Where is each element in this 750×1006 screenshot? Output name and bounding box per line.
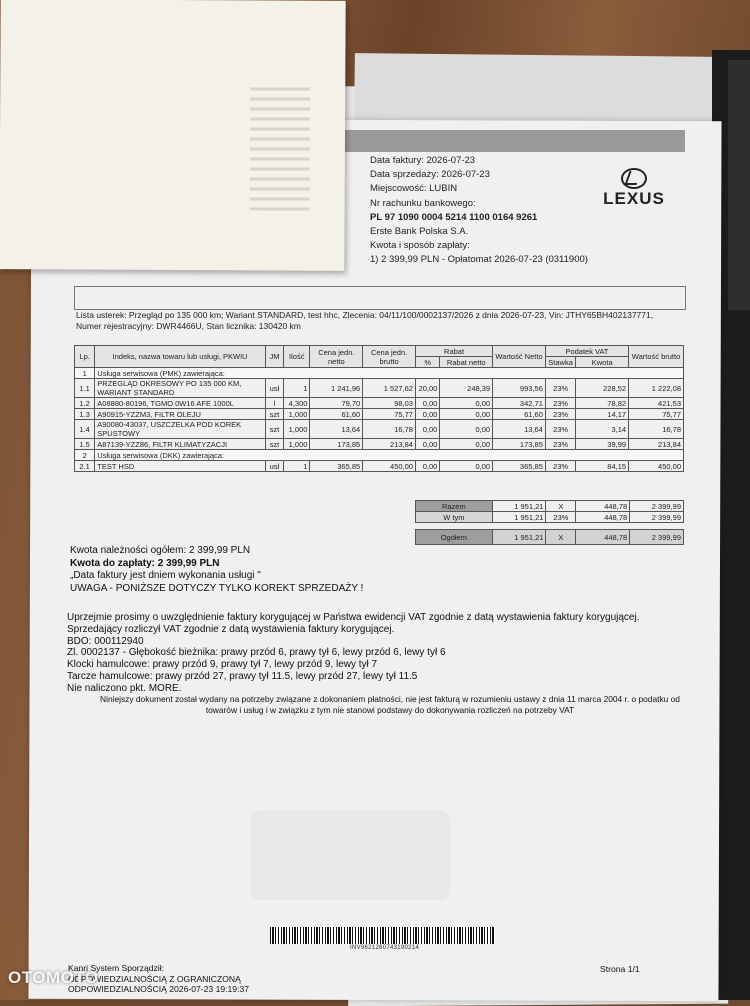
col-vat-rate: Stawka <box>545 357 575 368</box>
row-vat-amount: 39,99 <box>576 439 629 450</box>
items-table <box>74 345 684 472</box>
lexus-emblem-icon <box>621 168 647 189</box>
row-vat-rate: 23% <box>545 398 575 409</box>
row-unit: usł <box>265 461 283 472</box>
row-price-net: 173,85 <box>310 439 363 450</box>
row-vat-rate: 23% <box>545 439 575 450</box>
note-line: BDO: 000112940 <box>67 635 144 647</box>
row-price-gross: 213,84 <box>363 439 416 450</box>
summary-rate: X <box>546 530 576 545</box>
lexus-logo <box>588 168 680 210</box>
col-vat-amount: Kwota <box>576 357 629 368</box>
table-row <box>75 398 684 409</box>
row-name: A90915-YZZM3, FILTR OLEJU <box>95 409 266 420</box>
summary-rate: 23% <box>546 512 576 523</box>
defect-list-line-1: Lista usterek: Przegląd po 135 000 km; Wariant STANDARD, test hhc, Zlecenia: 04/11/100/0002137/2026 z dnia 2026-07-23, Vin: JTHY65BH402137771, <box>76 310 654 320</box>
row-vat-amount: 14,17 <box>576 409 629 420</box>
summary-vat: 448,78 <box>576 530 630 545</box>
account-number: PL 97 1090 0004 5214 1100 0164 9261 <box>370 211 538 223</box>
city: Miejscowość: LUBIN <box>370 183 458 195</box>
col-value-net: Wartość Netto <box>493 346 546 368</box>
row-section-name: Usługa serwisowa (DKK) zawierająca: <box>95 450 684 461</box>
row-qty: 1 <box>284 461 310 472</box>
row-discount-pct: 0,00 <box>415 439 439 450</box>
otomoto-watermark: OTOMOTO <box>8 968 99 987</box>
payment-value: 1) 2 399,99 PLN - Opłatomat 2026-07-23 (0311900) <box>370 254 588 266</box>
row-discount-pct: 0,00 <box>415 461 439 472</box>
row-lp: 1.3 <box>75 409 95 420</box>
summary-spacer <box>416 523 684 530</box>
row-price-net: 13,64 <box>310 420 363 439</box>
total-due: Kwota należności ogółem: 2 399,99 PLN <box>70 545 251 556</box>
row-name: PRZEGLĄD OKRESOWY PO 135 000 KM, WARIANT STANDARD <box>95 379 266 398</box>
row-value-net: 993,56 <box>493 379 546 398</box>
summary-gross: 2 399,99 <box>630 512 684 523</box>
note-line: Tarcze hamulcowe: prawy przód 27, prawy tył 11.5, lewy przód 27, lewy tył 11.5 <box>67 670 418 682</box>
buyer-box <box>74 286 686 310</box>
summary-gross: 2 399,99 <box>630 530 684 545</box>
correction-warning: UWAGA - PONIŻSZE DOTYCZY TYLKO KOREKT SPRZEDAŻY ! <box>70 582 364 594</box>
row-lp: 2 <box>75 450 95 461</box>
row-value-gross: 450,00 <box>629 461 684 472</box>
col-jm: JM <box>265 346 283 368</box>
row-name: A90080-43037, USZCZELKA POD KOREK SPUSTOWY <box>95 420 266 439</box>
row-qty: 4,300 <box>284 398 310 409</box>
row-qty: 1,000 <box>284 409 310 420</box>
col-vat: Podatek VAT <box>545 346 628 357</box>
row-price-net: 1 241,96 <box>310 379 363 398</box>
row-vat-rate: 23% <box>545 409 575 420</box>
row-lp: 2.1 <box>75 461 95 472</box>
table-row <box>75 420 684 439</box>
row-discount-net: 0,00 <box>440 420 493 439</box>
row-discount-net: 0,00 <box>440 461 493 472</box>
barcode <box>270 927 495 944</box>
row-discount-net: 0,00 <box>440 398 493 409</box>
row-unit: szt <box>265 409 283 420</box>
row-name: A08880-80196, TGMO 0W16 AFE 1000L <box>95 398 266 409</box>
col-qty: Ilość <box>284 346 310 368</box>
amount-to-pay: Kwota do zapłaty: 2 399,99 PLN <box>70 557 220 569</box>
row-name: TEST HSD <box>95 461 266 472</box>
row-value-net: 173,85 <box>493 439 546 450</box>
col-price-gross: Cena jedn. brutto <box>363 346 416 368</box>
col-discount-pct: % <box>415 357 439 368</box>
summary-table <box>415 500 684 545</box>
row-price-net: 79,70 <box>310 398 363 409</box>
col-name: Indeks, nazwa towaru lub usługi, PKWIU <box>95 346 266 368</box>
row-discount-pct: 0,00 <box>415 398 439 409</box>
summary-label: W tym <box>416 512 493 523</box>
row-discount-net: 0,00 <box>440 409 493 420</box>
legal-line: towarów i usług i w związku z tym nie stanowi podstawy do dokonywania rozliczeń na potrzeby VAT <box>205 705 575 715</box>
row-discount-pct: 20,00 <box>415 379 439 398</box>
row-vat-amount: 78,82 <box>576 398 629 409</box>
row-value-net: 365,85 <box>493 461 546 472</box>
row-lp: 1.2 <box>75 398 95 409</box>
note-line: Nie naliczono pkt. MORE. <box>67 682 182 694</box>
row-vat-rate: 23% <box>545 379 575 398</box>
row-value-net: 61,60 <box>493 409 546 420</box>
summary-rate: X <box>546 501 576 512</box>
account-label: Nr rachunku bankowego: <box>370 197 476 209</box>
legal-disclaimer <box>80 694 700 716</box>
row-section-name: Usługa serwisowa (PMK) zawierająca: <box>95 368 684 379</box>
row-value-gross: 1 222,08 <box>629 379 684 398</box>
note-line: Uprzejmie prosimy o uwzględnienie faktury korygującej w Państwa ewidencji VAT zgodnie z datą wystawienia faktury korygującej. <box>67 612 640 623</box>
row-unit: l <box>265 398 283 409</box>
row-vat-rate: 23% <box>545 461 575 472</box>
row-unit: szt <box>265 420 283 439</box>
summary-row-wtym <box>416 512 684 523</box>
invoice-header-info <box>370 154 588 268</box>
summary-vat: 448,78 <box>576 512 630 523</box>
row-value-gross: 75,77 <box>629 409 684 420</box>
summary-label: Razem <box>416 501 493 512</box>
row-price-gross: 450,00 <box>363 461 416 472</box>
summary-gross: 2 399,99 <box>630 501 684 512</box>
header-band <box>340 130 685 152</box>
row-price-gross: 98,03 <box>363 398 416 409</box>
summary-vat: 448,78 <box>576 501 630 512</box>
row-price-net: 61,60 <box>310 409 363 420</box>
bank-name: Erste Bank Polska S.A. <box>370 226 469 238</box>
footer-company: ODPOWIEDZIALNOŚCIĄ Z OGRANICZONĄ <box>68 973 241 984</box>
logo-text: LEXUS <box>603 189 665 208</box>
row-name: A87139-YZZ86, FILTR KLIMATYZACJI <box>95 439 266 450</box>
defect-list <box>76 310 688 331</box>
row-price-gross: 1 527,62 <box>363 379 416 398</box>
table-row <box>75 379 684 398</box>
notes-block <box>67 612 707 695</box>
row-vat-amount: 228,52 <box>576 379 629 398</box>
note-line: Klocki hamulcowe: prawy przód 9, prawy tył 7, lewy przód 9, lewy tył 7 <box>67 659 378 671</box>
summary-net: 1 951,21 <box>492 530 546 545</box>
row-discount-pct: 0,00 <box>415 420 439 439</box>
items-body <box>75 368 684 472</box>
row-discount-pct: 0,00 <box>415 409 439 420</box>
row-price-net: 365,85 <box>310 461 363 472</box>
table-section-row <box>75 450 684 461</box>
row-discount-net: 248,39 <box>440 379 493 398</box>
totals-block <box>70 545 363 595</box>
binder-edge <box>728 60 750 310</box>
row-vat-amount: 3,14 <box>576 420 629 439</box>
row-lp: 1 <box>75 368 95 379</box>
row-qty: 1,000 <box>284 420 310 439</box>
invoice-date: Data faktury: 2026-07-23 <box>370 155 476 166</box>
sale-date: Data sprzedaży: 2026-07-23 <box>370 169 490 181</box>
row-price-gross: 75,77 <box>363 409 416 420</box>
sticky-paper-note <box>0 0 346 271</box>
invoice-date-note: „Data faktury jest dniem wykonania usługi " <box>70 570 261 581</box>
footer-timestamp: ODPOWIEDZIALNOŚCIĄ 2026-07-23 19:19:37 <box>68 984 250 995</box>
table-row <box>75 439 684 450</box>
row-qty: 1,000 <box>284 439 310 450</box>
row-value-gross: 16,78 <box>629 420 684 439</box>
row-unit: szt <box>265 439 283 450</box>
summary-row-ogolem <box>416 530 684 545</box>
paper-smudge <box>250 810 450 900</box>
payment-label: Kwota i sposób zapłaty: <box>370 240 470 252</box>
show-through-text <box>250 80 311 210</box>
row-lp: 1.1 <box>75 379 95 398</box>
note-line: Sprzedający rozliczył VAT zgodnie z datą wystawienia faktury korygującej. <box>67 623 395 635</box>
col-price-net: Cena jedn. netto <box>310 346 363 368</box>
page-number: Strona 1/1 <box>600 964 640 974</box>
table-row <box>75 461 684 472</box>
row-price-gross: 16,78 <box>363 420 416 439</box>
note-line: Zl. 0002137 - Głębokość bieżnika: prawy przód 6, prawy tył 6, lewy przód 6, lewy tył 6 <box>67 647 446 659</box>
row-qty: 1 <box>284 379 310 398</box>
col-discount: Rabat <box>415 346 492 357</box>
row-value-net: 13,64 <box>493 420 546 439</box>
row-lp: 1.5 <box>75 439 95 450</box>
barcode-text: INV9621260743190214 <box>350 945 420 951</box>
table-row <box>75 409 684 420</box>
row-value-gross: 213,84 <box>629 439 684 450</box>
footer-system: Kanri System Sporządził: <box>68 963 164 973</box>
col-discount-net: Rabat netto <box>440 357 493 368</box>
row-lp: 1.4 <box>75 420 95 439</box>
row-value-net: 342,71 <box>493 398 546 409</box>
row-unit: usł <box>265 379 283 398</box>
row-vat-amount: 84,15 <box>576 461 629 472</box>
defect-list-line-2: Numer rejestracyjny: DWR4466U, Stan licznika: 130420 km <box>76 320 301 331</box>
summary-row-razem <box>416 501 684 512</box>
summary-label: Ogółem <box>416 530 493 545</box>
row-vat-rate: 23% <box>545 420 575 439</box>
row-discount-net: 0,00 <box>440 439 493 450</box>
table-section-row <box>75 368 684 379</box>
col-value-gross: Wartość brutto <box>629 346 684 368</box>
summary-net: 1 951,21 <box>492 501 546 512</box>
col-lp: Lp. <box>75 346 95 368</box>
legal-line: Niniejszy dokument został wydany na potrzeby związane z dokonaniem płatności, nie jest fakturą w rozumieniu ustawy z dnia 11 marca 2004 r. o podatku od <box>100 694 680 704</box>
summary-net: 1 951,21 <box>492 512 546 523</box>
row-value-gross: 421,53 <box>629 398 684 409</box>
